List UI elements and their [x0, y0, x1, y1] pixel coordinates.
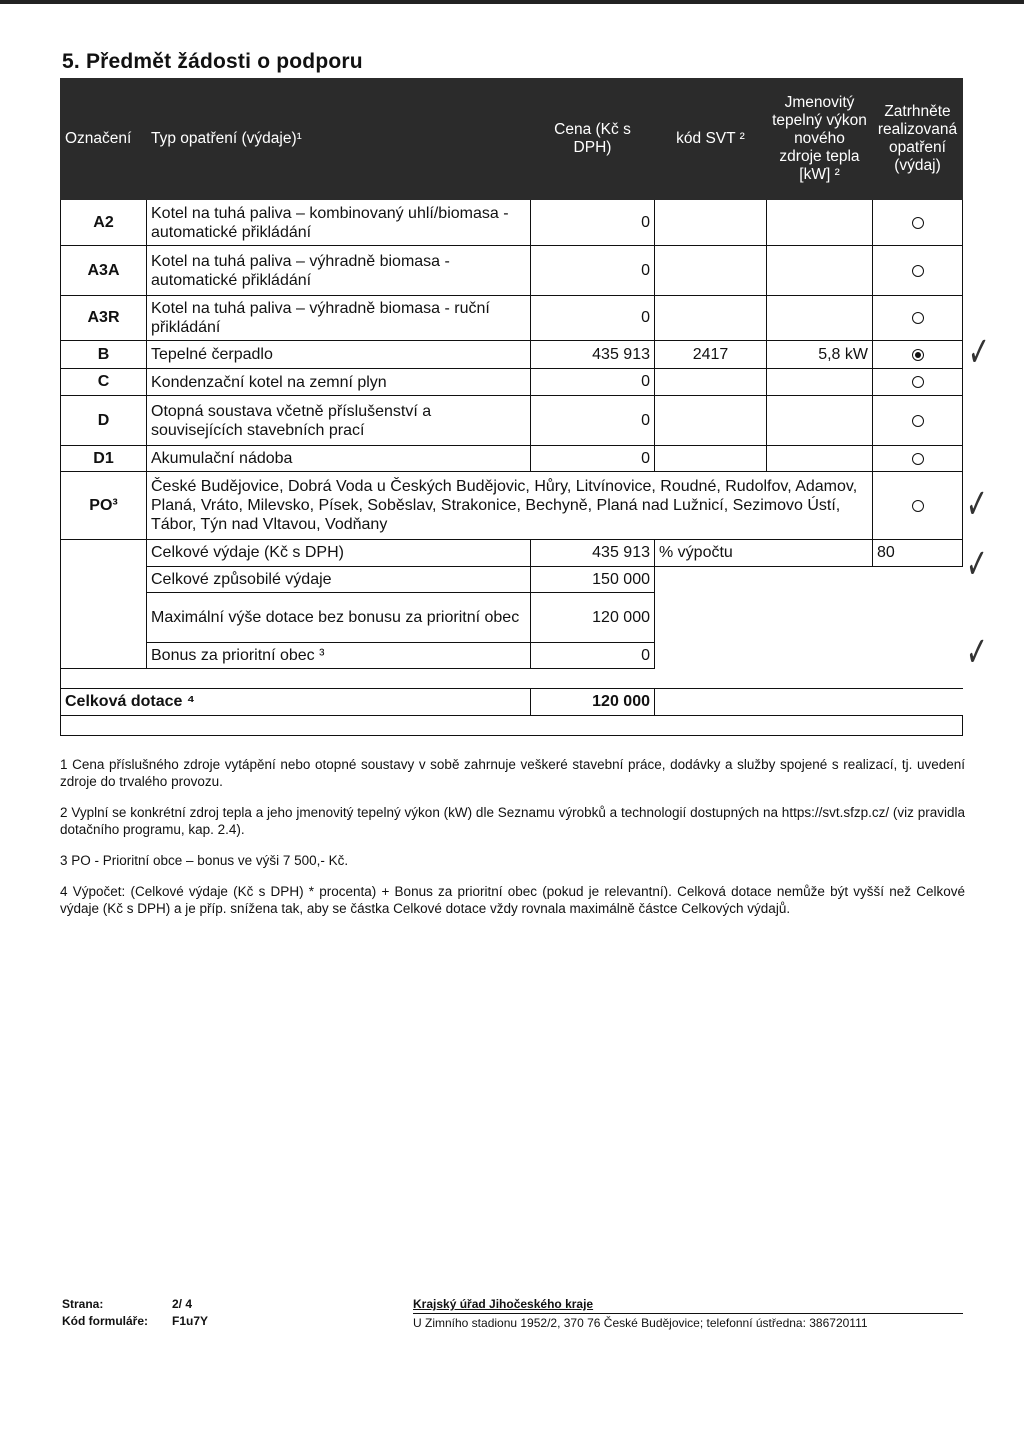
subsidy-table	[60, 78, 963, 736]
row-svt[interactable]: 2417	[655, 341, 767, 369]
row-power[interactable]	[767, 246, 873, 296]
row-svt[interactable]	[655, 369, 767, 396]
blank-cell	[61, 669, 655, 689]
table-row	[61, 296, 963, 341]
summary-blank-row	[61, 669, 963, 689]
blank-cell	[61, 716, 963, 736]
radio-icon[interactable]	[912, 312, 924, 324]
row-code: A3A	[61, 246, 147, 296]
row-code: D	[61, 396, 147, 446]
row-label: Kotel na tuhá paliva – výhradně biomasa - ruční přikládání	[147, 296, 531, 341]
header-price: Cena (Kč s DPH)	[531, 79, 655, 200]
header-code: Označení	[61, 79, 147, 200]
eligible-label: Celkové způsobilé výdaje	[147, 567, 531, 593]
row-power[interactable]	[767, 200, 873, 246]
table-row	[61, 246, 963, 296]
row-power[interactable]	[767, 446, 873, 472]
row-label: Kotel na tuhá paliva – kombinovaný uhlí/biomasa - automatické přikládání	[147, 200, 531, 246]
row-price[interactable]: 0	[531, 396, 655, 446]
percent-value[interactable]: 80	[873, 540, 963, 567]
bonus-label: Bonus za prioritní obec ³	[147, 643, 531, 669]
eligible-value: 150 000	[531, 567, 655, 593]
check-mark-icon: ✓	[968, 329, 990, 377]
summary-empty-area	[655, 567, 963, 669]
table-header-row	[61, 79, 963, 200]
row-price[interactable]: 0	[531, 446, 655, 472]
row-label: Tepelné čerpadlo	[147, 341, 531, 369]
row-radio-cell[interactable]	[873, 369, 963, 396]
row-price[interactable]: 0	[531, 200, 655, 246]
summary-row-eligible	[61, 567, 963, 593]
form-value: F1u7Y	[172, 1314, 209, 1328]
footer-page-info	[62, 1296, 208, 1330]
check-mark-icon: ✓	[966, 629, 988, 677]
table-row	[61, 200, 963, 246]
row-power[interactable]	[767, 369, 873, 396]
row-radio-cell[interactable]	[873, 296, 963, 341]
table-row	[61, 341, 963, 369]
row-label: Kotel na tuhá paliva – výhradně biomasa - automatické přikládání	[147, 246, 531, 296]
header-svt: kód SVT ²	[655, 79, 767, 200]
footnote: 3 PO - Prioritní obce – bonus ve výši 7 500,- Kč.	[60, 853, 349, 868]
row-radio-cell[interactable]	[873, 396, 963, 446]
row-power[interactable]	[767, 296, 873, 341]
row-label: Otopná soustava včetně příslušenství a souvisejících stavebních prací	[147, 396, 531, 446]
row-label: Akumulační nádoba	[147, 446, 531, 472]
row-code: A3R	[61, 296, 147, 341]
footnote: 4 Výpočet: (Celkové výdaje (Kč s DPH) * procenta) + Bonus za prioritní obec (pokud je relevantní). Celková dotace nemůže být vyšší než Celkové výdaje (Kč s DPH) a je příp. snížena tak, aby se částka Celkové dotace vždy rovnala maximálně částce Celkových výdajů.	[60, 884, 965, 916]
row-price[interactable]: 0	[531, 296, 655, 341]
header-mark: Zatrhněte realizovaná opatření (výdaj)	[873, 79, 963, 200]
form-label: Kód formuláře:	[62, 1314, 149, 1328]
row-price[interactable]: 0	[531, 369, 655, 396]
summary-spacer	[61, 540, 147, 669]
table-row	[61, 446, 963, 472]
priority-municipality-row	[61, 472, 963, 540]
total-value: 435 913	[531, 540, 655, 567]
total-label: Celkové výdaje (Kč s DPH)	[147, 540, 531, 567]
top-border-line	[0, 0, 1024, 4]
grant-label: Celková dotace ⁴	[61, 689, 531, 716]
grant-value: 120 000	[531, 689, 655, 716]
office-address: U Zimního stadionu 1952/2, 370 76 České Budějovice; telefonní ústředna: 386720111	[413, 1313, 963, 1332]
summary-row-grant	[61, 689, 963, 716]
summary-row-total	[61, 540, 963, 567]
po-code: PO³	[61, 472, 147, 540]
radio-selected-icon[interactable]	[912, 349, 924, 361]
row-svt[interactable]	[655, 246, 767, 296]
row-svt[interactable]	[655, 446, 767, 472]
row-svt[interactable]	[655, 396, 767, 446]
bonus-value: 0	[531, 643, 655, 669]
radio-icon[interactable]	[912, 217, 924, 229]
radio-icon[interactable]	[912, 453, 924, 465]
table-row	[61, 369, 963, 396]
row-radio-cell[interactable]	[873, 446, 963, 472]
radio-icon[interactable]	[912, 500, 924, 512]
row-svt[interactable]	[655, 296, 767, 341]
row-price[interactable]: 0	[531, 246, 655, 296]
row-price[interactable]: 435 913	[531, 341, 655, 369]
row-radio-cell[interactable]	[873, 246, 963, 296]
po-municipalities: České Budějovice, Dobrá Voda u Českých Budějovic, Hůry, Litvínovice, Roudné, Rudolfov, Adamov, Planá, Vráto, Milevsko, Písek, Soběslav, Strakonice, Bechyně, Planá nad Lužnicí, Sezimovo Ústí, Tábor, Týn nad Vltavou, Vodňany	[147, 472, 873, 540]
header-type: Typ opatření (výdaje)¹	[147, 79, 531, 200]
page-value: 2/ 4	[172, 1297, 193, 1311]
row-code: D1	[61, 446, 147, 472]
row-code: C	[61, 369, 147, 396]
check-mark-icon: ✓	[966, 481, 988, 529]
blank-cell	[655, 689, 963, 716]
footnote: 1 Cena příslušného zdroje vytápění nebo otopné soustavy v sobě zahrnuje veškeré stavební práce, dodávky a služby spojené s realizací, tj. uvedení zdroje do trvalého provozu.	[60, 757, 965, 789]
check-mark-icon: ✓	[966, 541, 988, 589]
po-radio-cell[interactable]	[873, 472, 963, 540]
radio-icon[interactable]	[912, 376, 924, 388]
footer-office	[413, 1296, 963, 1332]
radio-icon[interactable]	[912, 415, 924, 427]
percent-label: % výpočtu	[655, 540, 873, 567]
footnotes	[60, 756, 965, 931]
row-power[interactable]: 5,8 kW	[767, 341, 873, 369]
row-label: Kondenzační kotel na zemní plyn	[147, 369, 531, 396]
row-power[interactable]	[767, 396, 873, 446]
table-bottom-row	[61, 716, 963, 736]
footnote: 2 Vyplní se konkrétní zdroj tepla a jeho jmenovitý tepelný výkon (kW) dle Seznamu výrobků a technologií dostupných na https://svt.sfzp.cz/ (viz pravidla dotačního programu, kap. 2.4).	[60, 805, 965, 837]
section-title: 5. Předmět žádosti o podporu	[62, 50, 363, 73]
row-radio-cell[interactable]	[873, 200, 963, 246]
table-row	[61, 396, 963, 446]
row-svt[interactable]	[655, 200, 767, 246]
row-radio-cell[interactable]	[873, 341, 963, 369]
max-label: Maximální výše dotace bez bonusu za prioritní obec	[147, 593, 531, 643]
page-label: Strana:	[62, 1297, 104, 1311]
blank-cell	[655, 669, 963, 689]
row-code: A2	[61, 200, 147, 246]
office-name: Krajský úřad Jihočeského kraje	[413, 1297, 594, 1311]
header-power: Jmenovitý tepelný výkon nového zdroje tepla [kW] ²	[767, 79, 873, 200]
row-code: B	[61, 341, 147, 369]
radio-icon[interactable]	[912, 265, 924, 277]
max-value: 120 000	[531, 593, 655, 643]
